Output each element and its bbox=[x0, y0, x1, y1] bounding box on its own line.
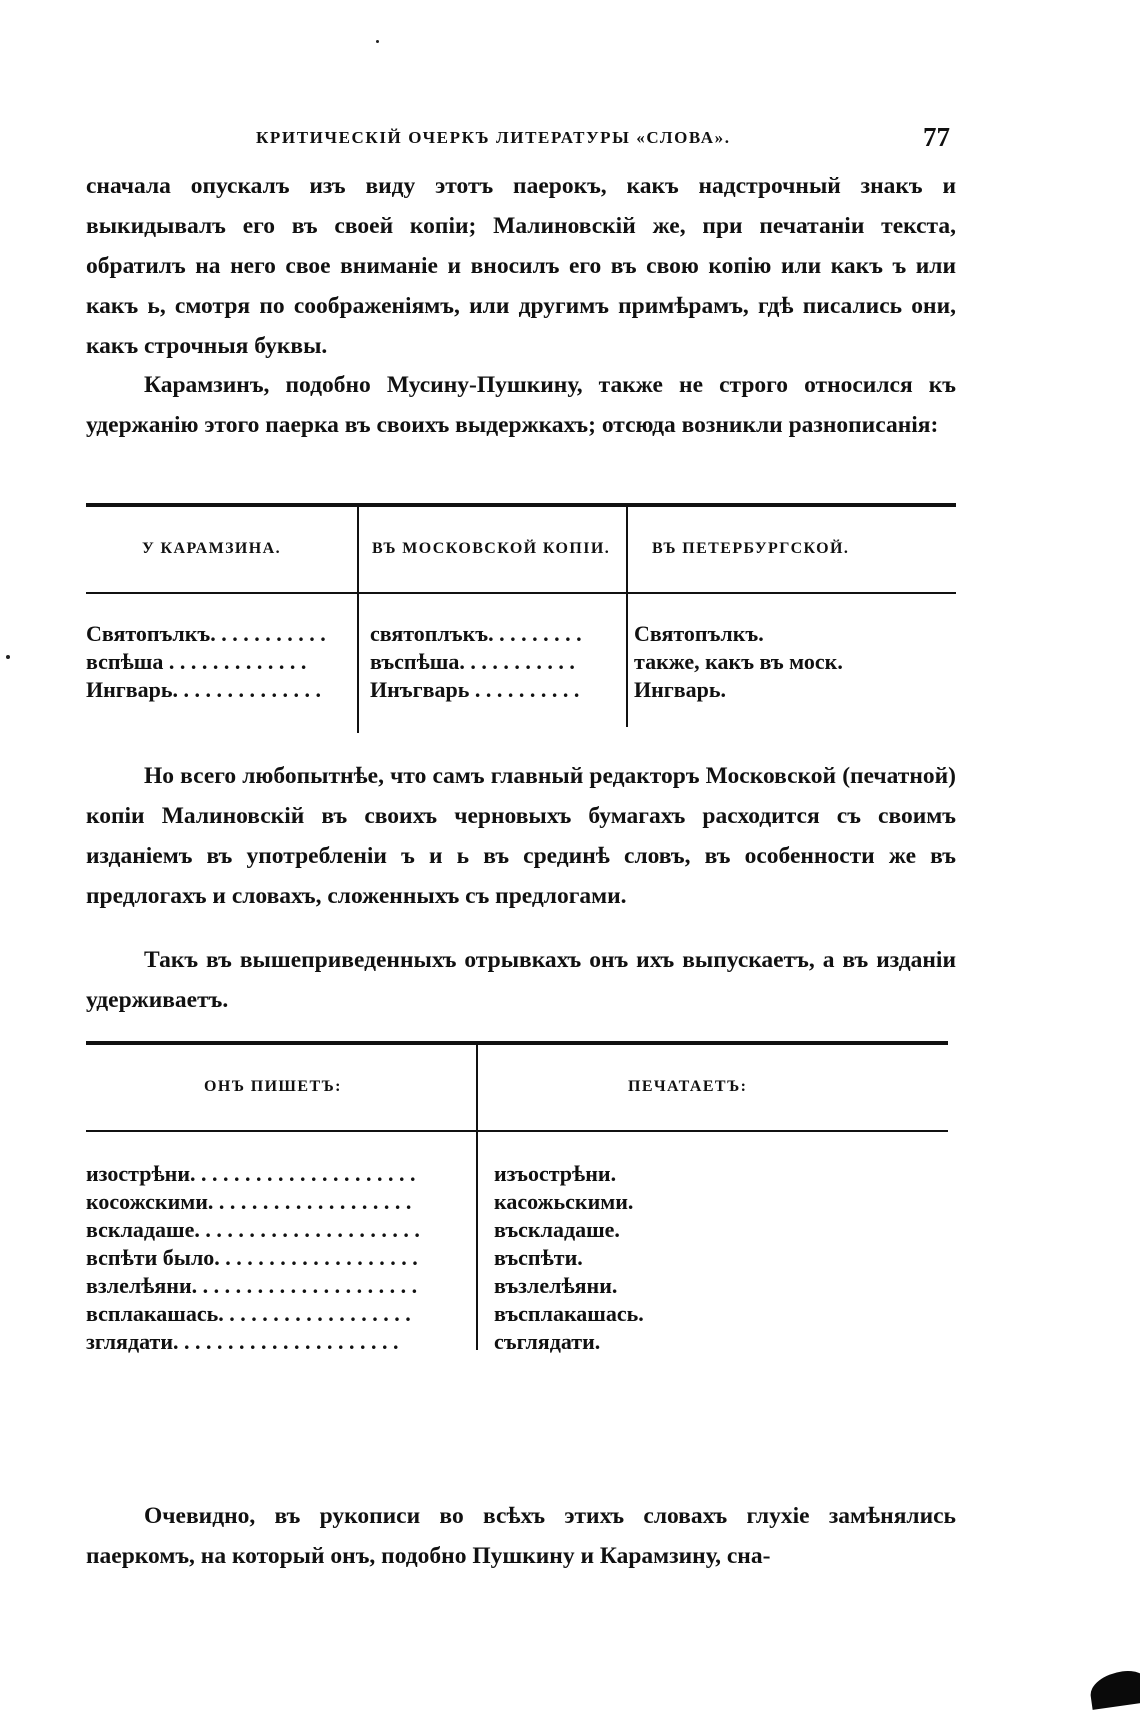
table-cell: въсплакашась. bbox=[494, 1301, 644, 1326]
table-cell: косожскими. . . . . . . . . . . . . . . . . . . bbox=[86, 1189, 412, 1214]
table2-divider bbox=[476, 1045, 478, 1350]
table-cell: Святопълкъ. bbox=[634, 621, 764, 646]
table-cell: въскладаше. bbox=[494, 1217, 620, 1242]
ink-blot bbox=[1088, 1668, 1140, 1710]
table-cell: въспѣти. bbox=[494, 1245, 583, 1270]
table-cell: Инъгварь . . . . . . . . . . bbox=[370, 677, 580, 702]
table2-header-prints: ПЕЧАТАЕТЪ: bbox=[628, 1078, 748, 1095]
paragraph-5: Очевидно, въ рукописи во всѣхъ этихъ словахъ глухіе замѣнялись паеркомъ, на который онъ, подобно Пушкину и Карамзину, сна- bbox=[86, 1503, 956, 1569]
table-cell: съглядати. bbox=[494, 1329, 601, 1354]
table-cell: въспѣша. . . . . . . . . . . bbox=[370, 649, 575, 674]
table-cell: касожьскими. bbox=[494, 1189, 634, 1214]
page-number: 77 bbox=[923, 122, 950, 152]
table2-head-rule bbox=[86, 1130, 948, 1132]
table2-top-rule bbox=[86, 1041, 948, 1045]
table2-column-writes bbox=[86, 1160, 468, 1356]
table1-top-rule bbox=[86, 503, 956, 507]
table-cell: зглядати. . . . . . . . . . . . . . . . . . . . . bbox=[86, 1329, 399, 1354]
table1-column-karamzin bbox=[86, 620, 348, 704]
table-cell: вспѣша . . . . . . . . . . . . . bbox=[86, 649, 307, 674]
table-cell: святоплъкъ. . . . . . . . . bbox=[370, 621, 582, 646]
table-cell: изъострѣни. bbox=[494, 1161, 617, 1186]
table2-column-prints bbox=[494, 1160, 934, 1356]
table1-header-petersburg: ВЪ ПЕТЕРБУРГСКОЙ. bbox=[652, 540, 850, 557]
scan-speck bbox=[6, 655, 10, 659]
table2-header-writes: ОНЪ ПИШЕТЪ: bbox=[204, 1078, 342, 1095]
table1-divider-2 bbox=[626, 507, 628, 727]
table1-header-moscow: ВЪ МОСКОВСКОЙ КОПІИ. bbox=[372, 540, 611, 557]
scan-speck bbox=[376, 40, 379, 43]
page-header bbox=[86, 122, 956, 162]
paragraph-2: Карамзинъ, подобно Мусину-Пушкину, также не строго относился къ удержанію этого паерка въ своихъ выдержкахъ; отсюда возникли разнописанія: bbox=[86, 372, 956, 438]
table1-head-rule bbox=[86, 592, 956, 594]
table-cell: Ингварь. bbox=[634, 677, 727, 702]
table1-divider-1 bbox=[357, 507, 359, 733]
paragraph-4: Такъ въ вышеприведенныхъ отрывкахъ онъ ихъ выпускаетъ, а въ изданіи удерживаетъ. bbox=[86, 947, 956, 1013]
running-head: КРИТИЧЕСКІЙ ОЧЕРКЪ ЛИТЕРАТУРЫ «СЛОВА». bbox=[256, 128, 731, 147]
table-cell: Святопълкъ. . . . . . . . . . . bbox=[86, 621, 326, 646]
table-cell: взлелѣяни. . . . . . . . . . . . . . . . . . . . . bbox=[86, 1273, 418, 1298]
table-cell: изострѣни. . . . . . . . . . . . . . . . . . . . . bbox=[86, 1161, 416, 1186]
book-page bbox=[86, 0, 956, 1701]
paragraph-3: Но всего любопытнѣе, что самъ главный редакторъ Московской (печатной) копіи Малиновскій въ своихъ черновыхъ бумагахъ расходится съ своимъ изданіемъ въ употребленіи ъ и ь въ срединѣ словъ, въ особенности же въ предлогахъ и словахъ, сложенныхъ съ предлогами. bbox=[86, 763, 956, 909]
table-cell: възлелѣяни. bbox=[494, 1273, 618, 1298]
table1-header-karamzin: У КАРАМЗИНА. bbox=[142, 540, 281, 557]
table-cell: Ингварь. . . . . . . . . . . . . . bbox=[86, 677, 322, 702]
table-cell: всплакашась. . . . . . . . . . . . . . . . . . bbox=[86, 1301, 411, 1326]
paragraph-1: сначала опускалъ изъ виду этотъ паерокъ, какъ надстрочный знакъ и выкидывалъ его въ своей копіи; Малиновскій же, при печатаніи текста, обратилъ на него свое вниманіе и вносилъ его въ свою копію или какъ ъ или какъ ь, смотря по соображеніямъ, или другимъ примѣрамъ, гдѣ писались они, какъ строчныя буквы. bbox=[86, 173, 956, 359]
table1-column-moscow bbox=[370, 620, 620, 704]
table-cell: вспѣти было. . . . . . . . . . . . . . . . . . . bbox=[86, 1245, 418, 1270]
table1-column-petersburg bbox=[634, 620, 956, 704]
table-cell: вскладаше. . . . . . . . . . . . . . . . . . . . . bbox=[86, 1217, 420, 1242]
table-cell: также, какъ въ моск. bbox=[634, 649, 843, 674]
